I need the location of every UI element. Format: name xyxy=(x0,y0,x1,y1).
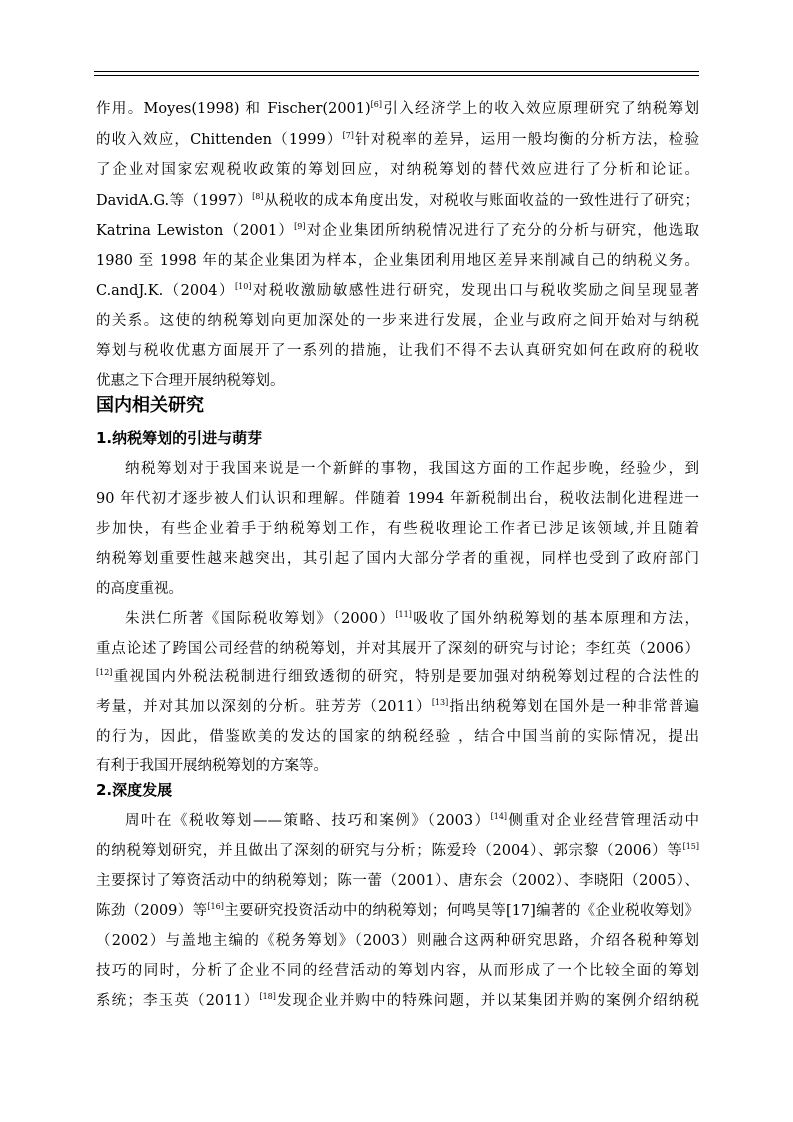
text-line: 有利于我国开展纳税筹划的方案等。 xyxy=(96,758,328,774)
text-line: 筹划与税收优惠方面展开了一系列的措施，让我们不得不去认真研究如何在政府的税收 xyxy=(96,343,699,359)
text-line: 作用。Moyes(1998) 和 Fischer(2001)[6]引入经济学上的收入效应原理研究了纳税筹划 xyxy=(96,100,699,117)
text-line: 陈劲（2009）等[16]主要研究投资活动中的纳税筹划；何鸣昊等[17]编著的《企业税收筹划》 xyxy=(96,902,700,919)
text-line: [12]重视国内外税法税制进行细致透彻的研究，特别是要加强对纳税筹划过程的合法性的 xyxy=(96,668,699,685)
text-line: 1980 至 1998 年的某企业集团为样本，企业集团利用地区差异来削减自己的纳税义务。 xyxy=(96,253,699,269)
text-line: 优惠之下合理开展纳税筹划。 xyxy=(96,373,285,389)
header-rule-thin xyxy=(94,75,699,76)
text-line: C.andJ.K.（2004）[10]对税收激励敏感性进行研究，发现出口与税收奖励之间呈现显著 xyxy=(96,282,699,299)
text-line: 纳税筹划重要性越来越突出，其引起了国内大部分学者的重视，同样也受到了政府部门 xyxy=(96,551,699,567)
text-line: 的行为，因此，借鉴欧美的发达的国家的纳税经验 ，结合中国当前的实际情况，提出 xyxy=(96,729,699,745)
subheading-deep-development: 2.深度发展 xyxy=(96,781,173,799)
text-line: 主要探讨了筹资活动中的纳税筹划；陈一蕾（2001）、唐东会（2002）、李晓阳（2005）、 xyxy=(96,873,699,889)
text-line: 的关系。这使的纳税筹划向更加深处的一步来进行发展，企业与政府之间开始对与纳税 xyxy=(96,313,699,329)
text-line: 90 年代初才逐步被人们认识和理解。伴随着 1994 年新税制出台，税收法制化进程进一 xyxy=(96,491,699,507)
text-line: 系统；李玉英（2011）[18]发现企业并购中的特殊问题，并以某集团并购的案例介绍纳税 xyxy=(96,992,700,1009)
text-line: 技巧的同时，分析了企业不同的经营活动的筹划内容，从而形成了一个比较全面的筹划 xyxy=(96,963,699,979)
text-line: 的高度重视。 xyxy=(96,581,183,597)
text-line: 朱洪仁所著《国际税收筹划》（2000）[11]吸收了国外纳税筹划的基本原理和方法， xyxy=(125,610,700,627)
subheading-introduction: 1.纳税筹划的引进与萌芽 xyxy=(96,429,263,447)
text-line: 的纳税筹划研究，并且做出了深刻的研究与分析；陈爱玲（2004）、郭宗黎（2006）等[15] xyxy=(96,842,699,859)
text-line: 重点论述了跨国公司经营的纳税筹划，并对其展开了深刻的研究与讨论；李红英（2006） xyxy=(96,641,699,657)
text-line: 的收入效应，Chittenden（1999）[7]针对税率的差异，运用一般均衡的分析方法，检验 xyxy=(96,131,699,148)
text-line: 周叶在《税收筹划——策略、技巧和案例》（2003）[14]侧重对企业经营管理活动中 xyxy=(125,812,700,829)
text-line: Katrina Lewiston（2001）[9]对企业集团所纳税情况进行了充分的分析与研究，他选取 xyxy=(96,222,700,239)
text-line: （2002）与盖地主编的《税务筹划》（2003）则融合这两种研究思路，介绍各税种筹划 xyxy=(96,933,699,949)
section-heading-domestic: 国内相关研究 xyxy=(96,395,204,416)
text-line: 纳税筹划对于我国来说是一个新鲜的事物，我国这方面的工作起步晚，经验少，到 xyxy=(125,461,699,477)
text-line: 考量，并对其加以深刻的分析。驻芳芳（2011）[13]指出纳税筹划在国外是一种非常普遍 xyxy=(96,698,700,715)
text-line: 步加快，有些企业着手于纳税筹划工作，有些税收理论工作者已涉足该领域,并且随着 xyxy=(96,521,699,537)
text-line: DavidA.G.等（1997）[8]从税收的成本角度出发，对税收与账面收益的一致性进行了研究； xyxy=(96,192,700,209)
header-rule xyxy=(94,71,699,72)
text-line: 了企业对国家宏观税收政策的筹划回应，对纳税筹划的替代效应进行了分析和论证。 xyxy=(96,162,699,178)
